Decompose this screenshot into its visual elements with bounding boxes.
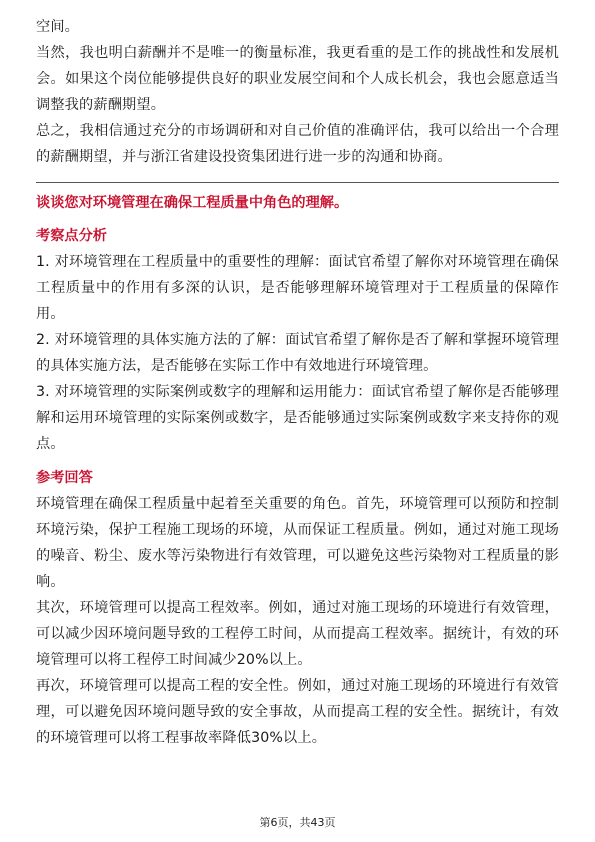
analysis-title: 考察点分析 (36, 228, 107, 244)
intro-paragraph: 空间。 (36, 19, 80, 35)
answer-title: 参考回答 (36, 470, 93, 486)
section-divider (36, 182, 559, 183)
analysis-item: 1. 对环境管理在工程质量中的重要性的理解：面试官希望了解你对环境管理在确保工程质量中的作用有多深的认识，是否能够理解环境管理对于工程质量的保障作用。 (36, 254, 559, 322)
question-heading: 谈谈您对环境管理在确保工程质量中角色的理解。 (36, 195, 349, 211)
answer-paragraph: 环境管理在确保工程质量中起着至关重要的角色。首先，环境管理可以预防和控制环境污染，保护工程施工现场的环境，从而保证工程质量。例如，通过对施工现场的噪音、粉尘、废水等污染物进行有效管理，可以避免这些污染物对工程质量的影响。 (36, 496, 559, 590)
page-number-footer: 第6页，共43页 (259, 816, 336, 829)
intro-paragraph: 总之，我相信通过充分的市场调研和对自己价值的准确评估，我可以给出一个合理的薪酬期望，并与浙江省建设投资集团进行进一步的沟通和协商。 (36, 123, 559, 165)
document-page (36, 14, 559, 751)
answer-paragraph: 其次，环境管理可以提高工程效率。例如，通过对施工现场的环境进行有效管理，可以减少因环境问题导致的工程停工时间，从而提高工程效率。据统计，有效的环境管理可以将工程停工时间减少20%以上。 (36, 600, 559, 668)
intro-paragraph: 当然，我也明白薪酬并不是唯一的衡量标准，我更看重的是工作的挑战性和发展机会。如果这个岗位能够提供良好的职业发展空间和个人成长机会，我也会愿意适当调整我的薪酬期望。 (36, 45, 559, 113)
answer-paragraph: 再次，环境管理可以提高工程的安全性。例如，通过对施工现场的环境进行有效管理，可以避免因环境问题导致的安全事故，从而提高工程的安全性。据统计，有效的环境管理可以将工程事故率降低30%以上。 (36, 678, 559, 746)
analysis-item: 3. 对环境管理的实际案例或数字的理解和运用能力：面试官希望了解你是否能够理解和运用环境管理的实际案例或数字，是否能够通过实际案例或数字来支持你的观点。 (36, 384, 559, 452)
analysis-item: 2. 对环境管理的具体实施方法的了解：面试官希望了解你是否了解和掌握环境管理的具体实施方法，是否能够在实际工作中有效地进行环境管理。 (36, 332, 559, 374)
